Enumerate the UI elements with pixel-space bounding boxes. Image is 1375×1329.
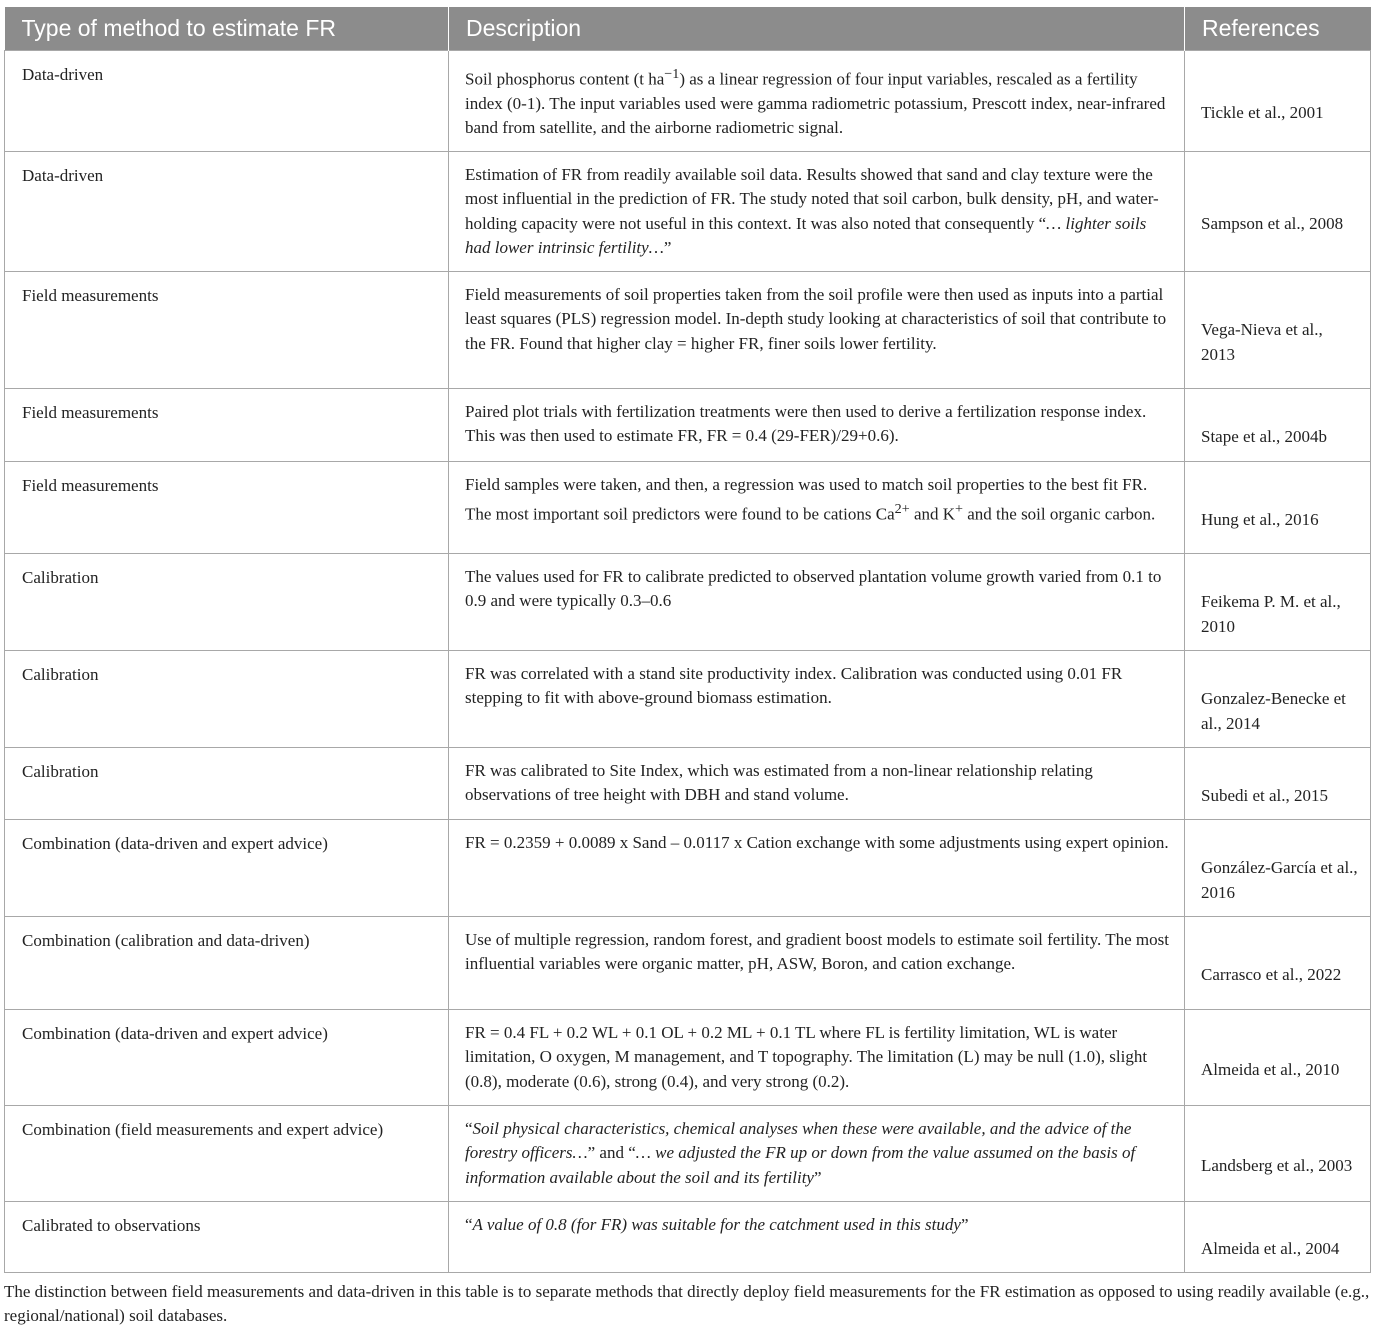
header-references: References bbox=[1185, 7, 1371, 50]
description-cell: FR = 0.4 FL + 0.2 WL + 0.1 OL + 0.2 ML + 0.1 TL where FL is fertility limitation, WL is water limitation, O oxygen, M management, and T topography. The limitation (L) may be null (1.0), slight (0.8), moderate (0.6), strong (0.4), and very strong (0.2). bbox=[449, 1009, 1185, 1105]
reference-link[interactable]: Tickle et al., 2001 bbox=[1201, 103, 1324, 123]
method-type-cell: Combination (calibration and data-driven) bbox=[5, 916, 449, 1009]
reference-link[interactable]: Stape et al., 2004b bbox=[1201, 427, 1328, 447]
description-cell: FR was calibrated to Site Index, which was estimated from a non-linear relationship relating observations of tree height with DBH and stand volume. bbox=[449, 747, 1185, 819]
reference-cell bbox=[1185, 916, 1371, 1009]
table-row bbox=[5, 50, 1371, 151]
description-cell: Paired plot trials with fertilization treatments were then used to derive a fertilization response index. This was then used to estimate FR, FR = 0.4 (29-FER)/29+0.6). bbox=[449, 388, 1185, 461]
table-row bbox=[5, 388, 1371, 461]
description-cell: Field samples were taken, and then, a regression was used to match soil properties to the best fit FR. The most important soil predictors were found to be cations $Ca^{2+}$ and K+ and the soil organic carbon. bbox=[449, 461, 1185, 553]
table-row bbox=[5, 916, 1371, 1009]
description-cell: FR = 0.2359 + 0.0089 x Sand – 0.0117 x Cation exchange with some adjustments using expert opinion. bbox=[449, 819, 1185, 916]
table-row bbox=[5, 1201, 1371, 1272]
table-row bbox=[5, 553, 1371, 650]
reference-cell bbox=[1185, 1009, 1371, 1105]
description-cell: “Soil physical characteristics, chemical analyses when these were available, and the advice of the forestry officers…” and “… we adjusted the FR up or down from the value assumed on the basis of information available about the soil and its fertility” bbox=[449, 1105, 1185, 1201]
method-type-cell: Field measurements bbox=[5, 271, 449, 388]
header-type: Type of method to estimate FR bbox=[5, 7, 449, 50]
description-cell: Use of multiple regression, random forest, and gradient boost models to estimate soil fertility. The most influential variables were organic matter, pH, ASW, Boron, and cation exchange. bbox=[449, 916, 1185, 1009]
reference-link[interactable]: Landsberg et al., 2003 bbox=[1201, 1155, 1353, 1175]
reference-link[interactable]: González-García et al., 2016 bbox=[1201, 858, 1358, 902]
reference-cell bbox=[1185, 650, 1371, 747]
table-row bbox=[5, 747, 1371, 819]
method-type-cell: Calibration bbox=[5, 553, 449, 650]
description-cell: The values used for FR to calibrate predicted to observed plantation volume growth varied from 0.1 to 0.9 and were typically 0.3–0.6 bbox=[449, 553, 1185, 650]
reference-link[interactable]: Subedi et al., 2015 bbox=[1201, 785, 1329, 805]
header-description: Description bbox=[449, 7, 1185, 50]
reference-cell bbox=[1185, 461, 1371, 553]
method-type-cell: Combination (field measurements and expert advice) bbox=[5, 1105, 449, 1201]
method-type-cell: Calibration bbox=[5, 747, 449, 819]
method-type-cell: Data-driven bbox=[5, 151, 449, 271]
table-header-row bbox=[5, 7, 1371, 50]
reference-cell bbox=[1185, 747, 1371, 819]
method-type-cell: Calibration bbox=[5, 650, 449, 747]
reference-link[interactable]: Carrasco et al., 2022 bbox=[1201, 965, 1342, 985]
table-container bbox=[4, 7, 1370, 1329]
table-row bbox=[5, 1009, 1371, 1105]
reference-cell bbox=[1185, 1201, 1371, 1272]
table-row bbox=[5, 151, 1371, 271]
method-type-cell: Combination (data-driven and expert advice) bbox=[5, 1009, 449, 1105]
method-type-cell: Calibrated to observations bbox=[5, 1201, 449, 1272]
description-cell: FR was correlated with a stand site productivity index. Calibration was conducted using 0.01 FR stepping to fit with above-ground biomass estimation. bbox=[449, 650, 1185, 747]
reference-link[interactable]: Hung et al., 2016 bbox=[1201, 509, 1319, 529]
table-row bbox=[5, 461, 1371, 553]
reference-cell bbox=[1185, 819, 1371, 916]
method-type-cell: Field measurements bbox=[5, 388, 449, 461]
method-type-cell: Combination (data-driven and expert advice) bbox=[5, 819, 449, 916]
reference-link[interactable]: Sampson et al., 2008 bbox=[1201, 213, 1344, 233]
method-type-cell: Field measurements bbox=[5, 461, 449, 553]
reference-cell bbox=[1185, 1105, 1371, 1201]
reference-cell bbox=[1185, 388, 1371, 461]
reference-cell bbox=[1185, 553, 1371, 650]
table-row bbox=[5, 271, 1371, 388]
fr-methods-table bbox=[4, 7, 1371, 1273]
reference-cell bbox=[1185, 271, 1371, 388]
table-footnote: The distinction between field measurements and data-driven in this table is to separate methods that directly deploy field measurements for the FR estimation as opposed to using readily available (e.g., regional/national) soil databases. bbox=[4, 1281, 1370, 1326]
table-row bbox=[5, 650, 1371, 747]
description-cell: “A value of 0.8 (for FR) was suitable for the catchment used in this study” bbox=[449, 1201, 1185, 1272]
table-row bbox=[5, 1105, 1371, 1201]
reference-link[interactable]: Vega-Nieva et al., 2013 bbox=[1201, 320, 1323, 364]
description-cell: Soil phosphorus content (t $ha^{-1}$) as a linear regression of four input variables, rescaled as a fertility index (0-1). The input variables used were gamma radiometric potassium, Prescott index, near-infrared band from satellite, and the airborne radiometric signal. bbox=[449, 50, 1185, 151]
reference-link[interactable]: Gonzalez-Benecke et al., 2014 bbox=[1201, 689, 1346, 733]
reference-link[interactable]: Feikema P. M. et al., 2010 bbox=[1201, 592, 1341, 636]
reference-cell bbox=[1185, 151, 1371, 271]
reference-cell bbox=[1185, 50, 1371, 151]
method-type-cell: Data-driven bbox=[5, 50, 449, 151]
description-cell: Field measurements of soil properties taken from the soil profile were then used as inputs into a partial least squares (PLS) regression model. In-depth study looking at characteristics of soil that contribute to the FR. Found that higher clay = higher FR, finer soils lower fertility. bbox=[449, 271, 1185, 388]
table-row bbox=[5, 819, 1371, 916]
description-cell: Estimation of FR from readily available soil data. Results showed that sand and clay texture were the most influential in the prediction of FR. The study noted that soil carbon, bulk density, pH, and water-holding capacity were not useful in this context. It was also noted that consequently “… lighter soils had lower intrinsic fertility…” bbox=[449, 151, 1185, 271]
reference-link[interactable]: Almeida et al., 2010 bbox=[1201, 1059, 1340, 1079]
reference-link[interactable]: Almeida et al., 2004 bbox=[1201, 1239, 1340, 1259]
